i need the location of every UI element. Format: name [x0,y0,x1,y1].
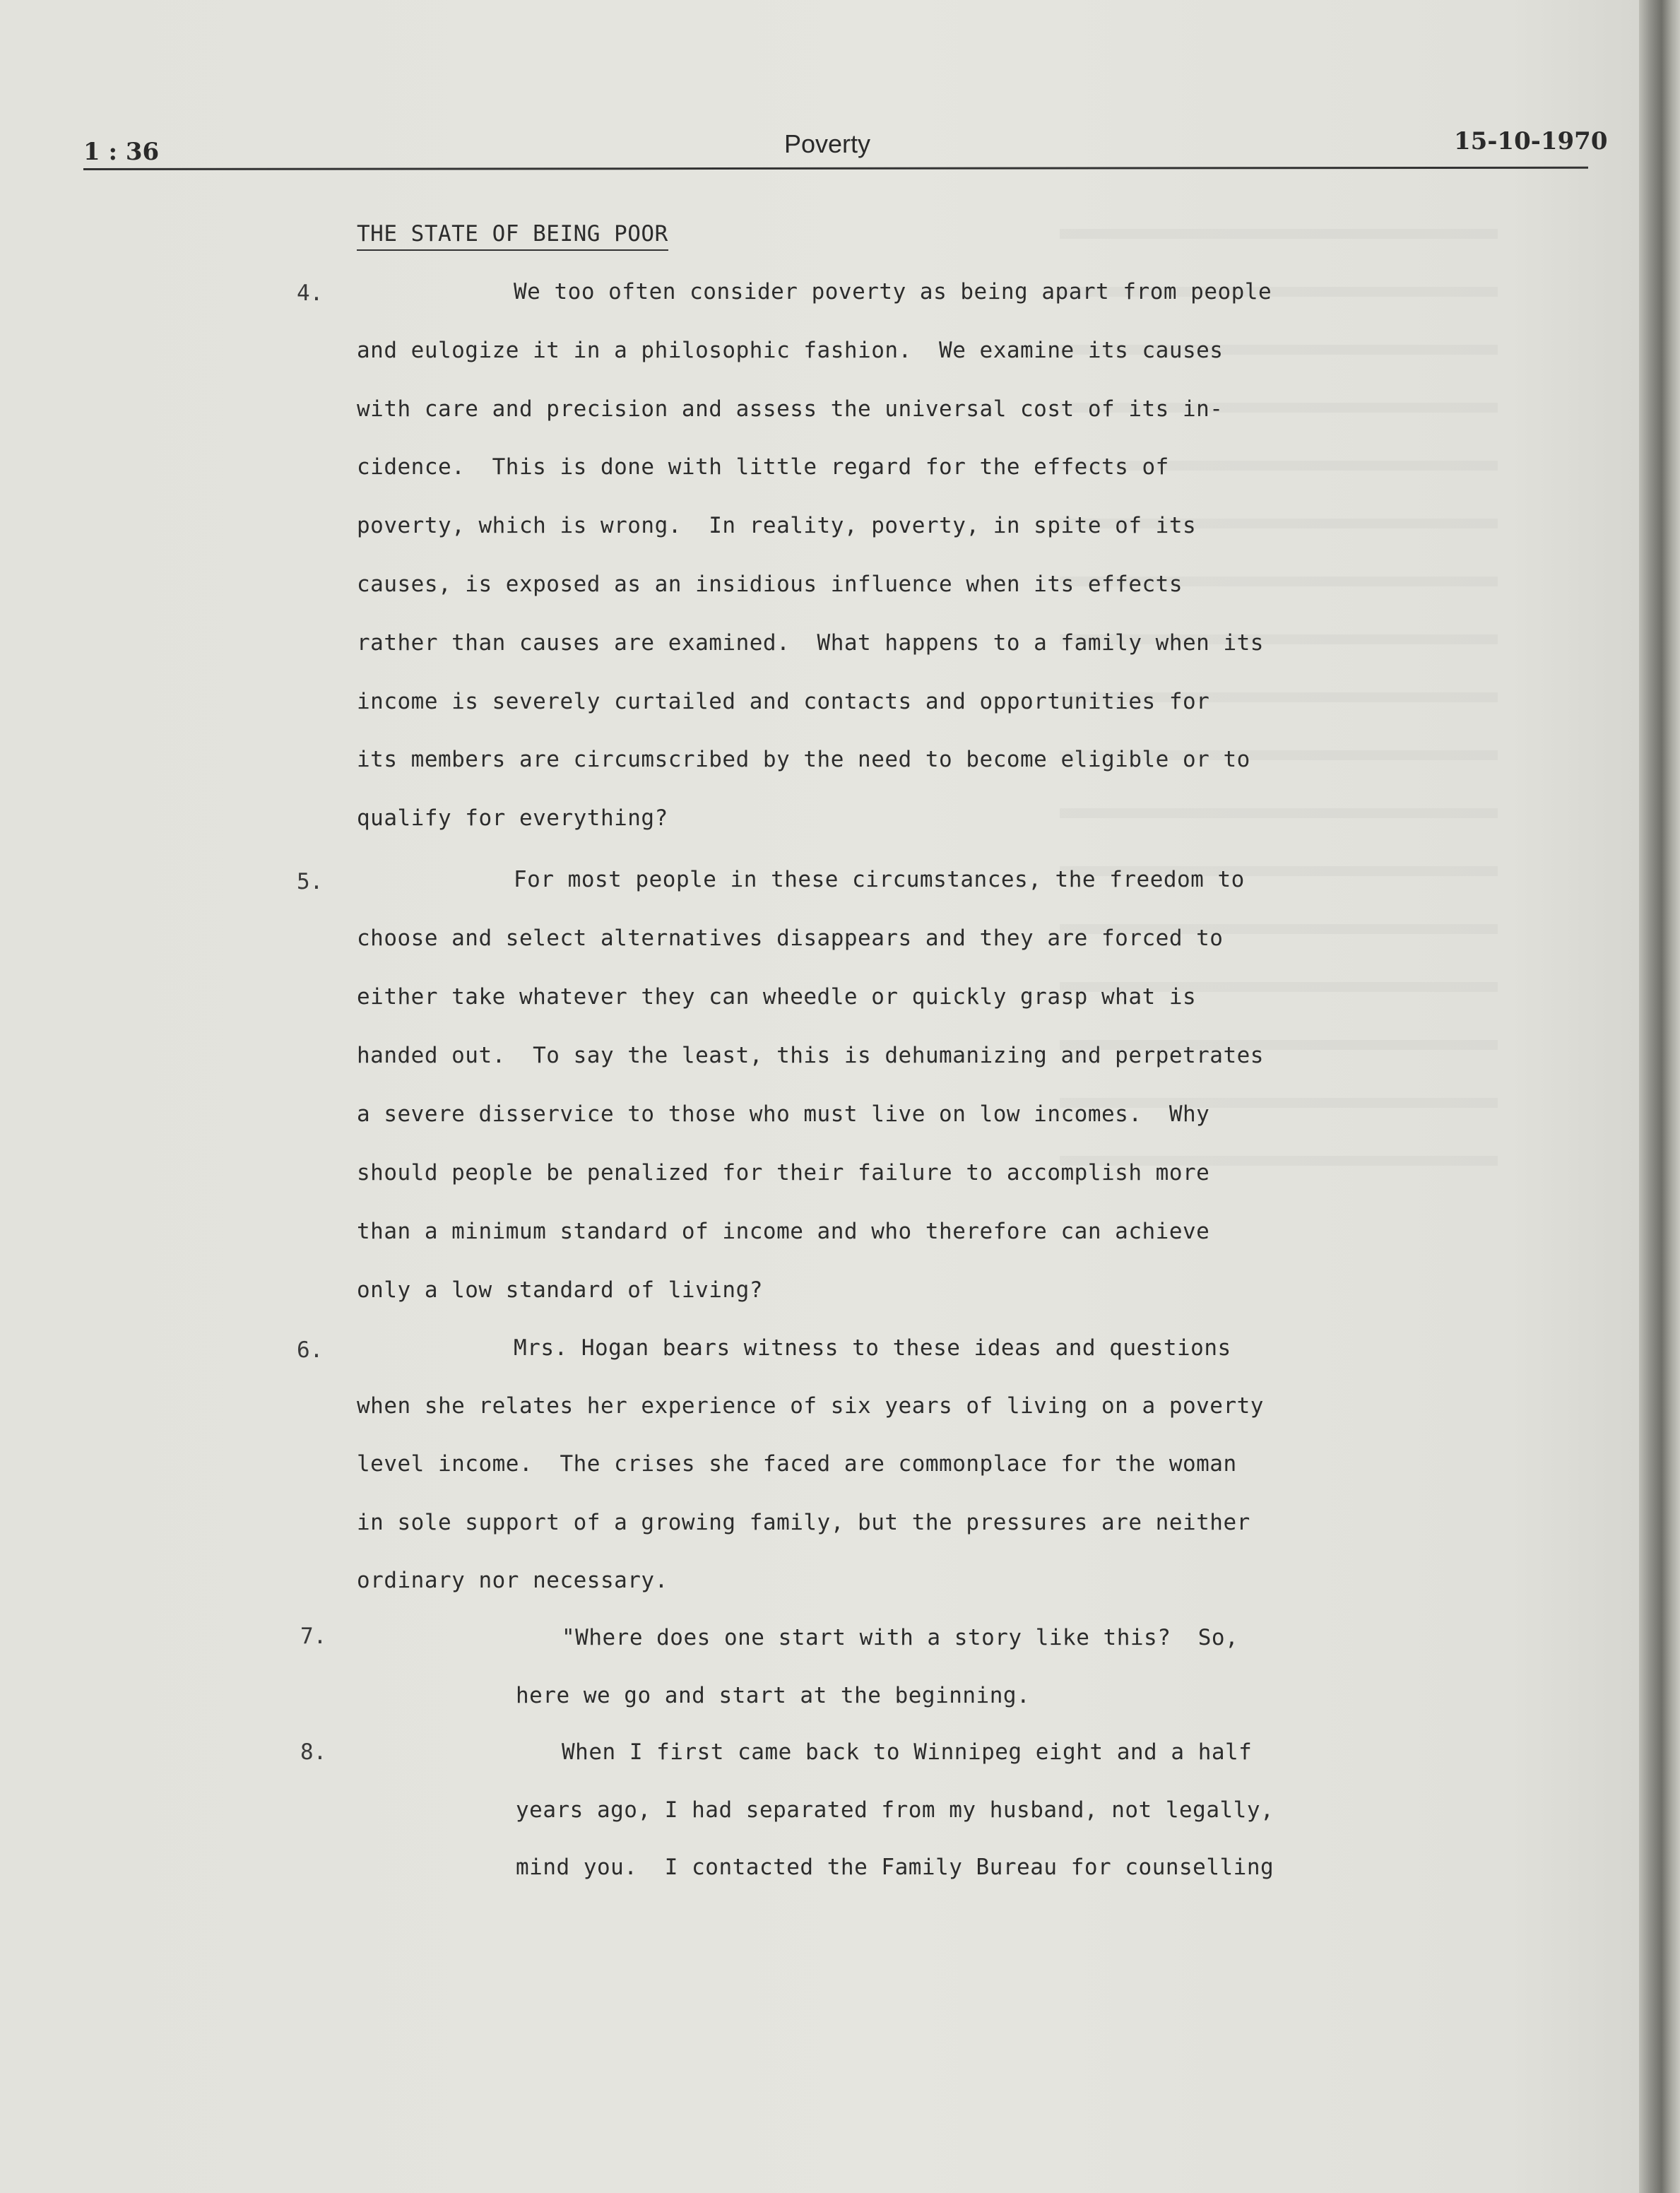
text-line: its members are circumscribed by the need to become eligible or to [357,747,1250,772]
text-line: When I first came back to Winnipeg eight and a half [562,1739,1253,1765]
paragraph-number: 7. [300,1624,327,1649]
section-heading: THE STATE OF BEING POOR [357,221,668,251]
text-line: level income. The crises she faced are commonplace for the woman [357,1451,1237,1477]
text-line: with care and precision and assess the universal cost of its in- [357,396,1224,422]
text-line: cidence. This is done with little regard for the effects of [357,454,1169,480]
text-line: income is severely curtailed and contacts and opportunities for [357,689,1210,714]
text-line: poverty, which is wrong. In reality, poverty, in spite of its [357,513,1197,538]
page-number: 1 : 36 [83,138,160,166]
text-line: a severe disservice to those who must live on low incomes. Why [357,1101,1210,1127]
paragraph-number: 5. [297,869,324,894]
text-line: when she relates her experience of six years of living on a poverty [357,1393,1264,1419]
text-line: qualify for everything? [357,805,668,831]
text-line: handed out. To say the least, this is dehumanizing and perpetrates [357,1043,1264,1068]
text-line: and eulogize it in a philosophic fashion. We examine its causes [357,338,1224,363]
text-line: here we go and start at the beginning. [516,1683,1031,1708]
paragraph-number: 8. [300,1739,327,1765]
text-line: mind you. I contacted the Family Bureau for counselling [516,1855,1274,1880]
text-line: For most people in these circumstances, the freedom to [514,867,1245,892]
text-line: should people be penalized for their failure to accomplish more [357,1160,1210,1186]
paragraph-number: 4. [297,280,324,306]
text-line: Mrs. Hogan bears witness to these ideas and questions [514,1335,1231,1361]
text-line: choose and select alternatives disappears and they are forced to [357,926,1224,951]
text-line: years ago, I had separated from my husband, not legally, [516,1797,1274,1823]
text-line: only a low standard of living? [357,1277,763,1303]
text-line: "Where does one start with a story like this? So, [562,1625,1239,1650]
text-line: ordinary nor necessary. [357,1568,668,1593]
document-date: 15-10-1970 [1454,127,1608,155]
text-line: rather than causes are examined. What happens to a family when its [357,630,1264,656]
text-line: causes, is exposed as an insidious influence when its effects [357,572,1183,597]
paragraph-number: 6. [297,1337,324,1363]
text-line: either take whatever they can wheedle or quickly grasp what is [357,984,1197,1010]
text-line: than a minimum standard of income and who therefore can achieve [357,1219,1210,1244]
header-rule [83,167,1588,170]
running-title: Poverty [784,129,871,158]
text-line: We too often consider poverty as being apart from people [514,279,1272,305]
text-line: in sole support of a growing family, but the pressures are neither [357,1510,1250,1535]
binding-edge [1639,0,1680,2193]
